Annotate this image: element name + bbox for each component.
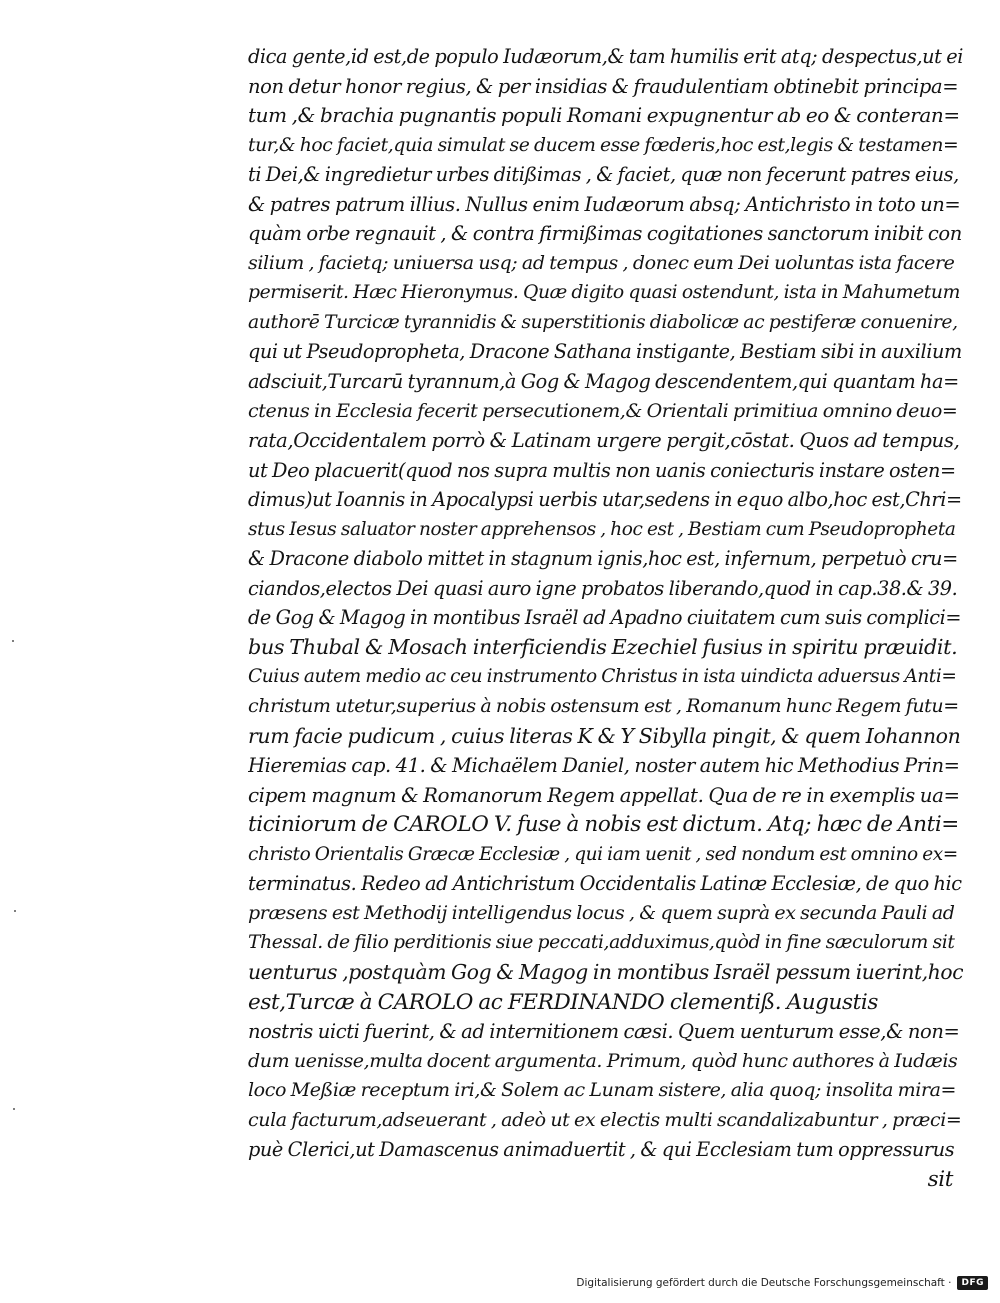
text-line: quàm orbe regnauit , & contra firmißimas cogitationes sanctorum inibit con [248, 222, 962, 246]
text-body [248, 42, 963, 1194]
text-line: & patres patrum illius. Nullus enim Iudæorum absq; Antichristo in toto un= [248, 192, 961, 216]
text-line: cula facturum,adseuerant , adeò ut ex electis multi scandalizabuntur , præci= [248, 1108, 962, 1131]
text-line: cipem magnum & Romanorum Regem appellat. Qua de re in exemplis ua= [248, 783, 960, 807]
text-line: dimus)ut Ioannis in Apocalypsi uerbis utar,sedens in equo albo,hoc est,Chri= [248, 488, 962, 512]
text-line: authorē Turcicæ tyrannidis & superstitionis diabolicæ ac pestiferæ conuenire, [248, 311, 958, 333]
text-line: bus Thubal & Mosach interficiendis Ezechiel fusius in spiritu præuidit. [248, 634, 958, 659]
text-line: ciandos,electos Dei quasi auro igne probatos liberando,quod in cap.38.& 39. [248, 576, 958, 600]
text-line: de Gog & Magog in montibus Israël ad Apadno ciuitatem cum suis complici= [248, 606, 962, 630]
text-line: rum facie pudicum , cuius literas K & Y Sibylla pingit, & quem Iohannon [248, 723, 961, 748]
text-line: dum uenisse,multa docent argumenta. Primum, quòd hunc authores à Iudæis [248, 1049, 958, 1072]
scan-speck [13, 1108, 15, 1110]
text-line: Hieremias cap. 41. & Michaëlem Daniel, noster autem hic Methodius Prin= [248, 754, 960, 778]
text-line: christum utetur,superius à nobis ostensum est , Romanum hunc Regem futu= [248, 695, 959, 718]
text-line: Thessal. de filio perditionis siue peccati,adduximus,quòd in fine sæculorum sit [248, 932, 955, 954]
text-line: dica gente,id est,de populo Iudæorum,& tam humilis erit atq; despectus,ut ei [248, 45, 963, 68]
text-line: permiserit. Hæc Hieronymus. Quæ digito quasi ostendunt, ista in Mahumetum [248, 282, 960, 304]
text-line: & Dracone diabolo mittet in stagnum ignis,hoc est, infernum, perpetuò cru= [248, 547, 958, 571]
text-line: præsens est Methodij intelligendus locus , & quem suprà ex secunda Pauli ad [248, 901, 955, 924]
text-line: adsciuit,Turcarū tyrannum,à Gog & Magog descendentem,qui quantam ha= [248, 370, 959, 394]
text-line: stus Iesus saluator noster apprehensos , hoc est , Bestiam cum Pseudopropheta [248, 518, 956, 540]
text-line: silium , facietq; uniuersa usq; ad tempus , donec eum Dei uoluntas ista facere [248, 251, 955, 274]
text-line: nostris uicti fuerint, & ad internitionem cæsi. Quem uenturum esse,& non= [248, 1020, 960, 1044]
text-line: qui ut Pseudopropheta, Dracone Sathana instigante, Bestiam sibi in auxilium [248, 340, 962, 364]
scan-speck [12, 640, 14, 642]
text-line: ticiniorum de CAROLO V. fuse à nobis est dictum. Atq; hæc de Anti= [248, 812, 959, 838]
scan-speck [14, 910, 16, 912]
dfg-logo-icon: DFG [957, 1276, 988, 1290]
digitization-footer [576, 1273, 988, 1293]
text-line: loco Meßiæ receptum iri,& Solem ac Lunam sistere, alia quoq; insolita mira= [248, 1079, 957, 1102]
text-line: est,Turcæ à CAROLO ac FERDINANDO clementiß. Augustis [248, 989, 878, 1015]
footer-text: Digitalisierung gefördert durch die Deutsche Forschungsgemeinschaft · [576, 1277, 952, 1289]
catchword: sit [927, 1166, 953, 1192]
text-line: puè Clerici,ut Damascenus animaduertit , & qui Ecclesiam tum oppressurus [248, 1138, 955, 1162]
text-line: tum ,& brachia pugnantis populi Romani expugnentur ab eo & conteran= [248, 103, 960, 128]
text-line: non detur honor regius, & per insidias & fraudulentiam obtinebit principa= [248, 74, 959, 98]
text-line: Cuius autem medio ac ceu instrumento Christus in ista uindicta aduersus Anti= [248, 666, 957, 688]
text-line: terminatus. Redeo ad Antichristum Occidentalis Latinæ Ecclesiæ, de quo hic [248, 872, 962, 896]
text-line: rata,Occidentalem porrò & Latinam urgere pergit,cōstat. Quos ad tempus, [248, 429, 960, 453]
text-line: ut Deo placuerit(quod nos supra multis non uanis coniecturis instare osten= [248, 458, 956, 482]
text-line: ti Dei,& ingredietur urbes ditißimas , & faciet, quæ non fecerunt patres eius, [248, 163, 959, 187]
text-line: christo Orientalis Græcæ Ecclesiæ , qui iam uenit , sed nondum est omnino ex= [248, 843, 958, 865]
text-line: uenturus ,postquàm Gog & Magog in montibus Israël pessum iuerint,hoc [248, 959, 963, 984]
text-line: tur,& hoc faciet,quia simulat se ducem esse fœderis,hoc est,legis & testamen= [248, 134, 959, 156]
text-line: ctenus in Ecclesia fecerit persecutionem,& Orientali primitiua omnino deuo= [248, 399, 958, 422]
